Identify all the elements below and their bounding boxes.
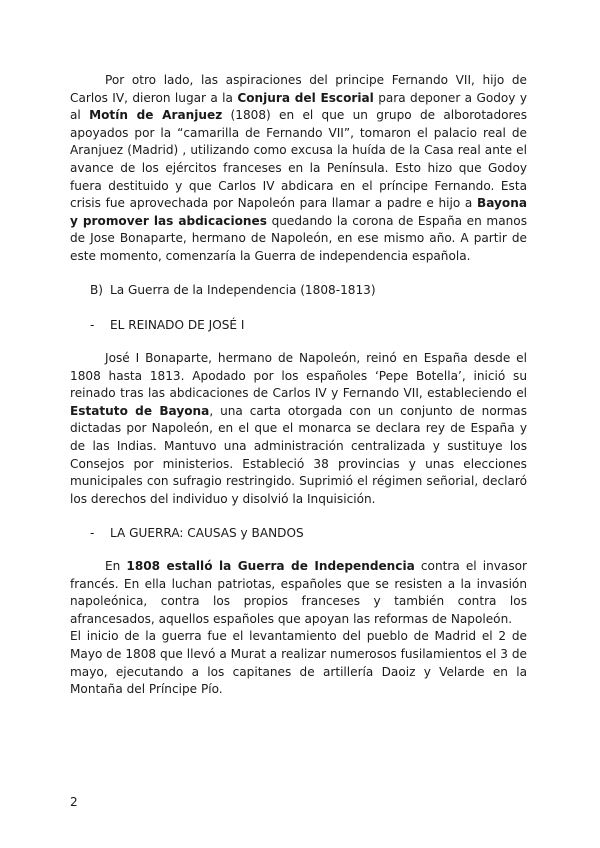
section-heading-b <box>90 282 376 300</box>
subheading-reinado <box>90 317 244 335</box>
paragraph-jose-bonaparte <box>70 350 527 508</box>
bold-term: 1808 estalló la Guerra de Independencia <box>126 559 415 573</box>
text-run: El inicio de la guerra fue el levantamiento del pueblo de Madrid el 2 de Mayo de 1808 que llevó a Murat a realizar numerosos fusilamientos el 3 de mayo, ejecutando a los capitanes de artillería Daoiz y Velarde en la Montaña del Príncipe Pío. <box>70 629 527 697</box>
paragraph-abdications <box>70 72 527 266</box>
text-run: , una carta otorgada con un conjunto de normas dictadas por Napoleón, en el que el monarca se declara rey de España y de las Indias. Mantuvo una administración centralizada y sustituye los Consejos por ministerios. Estableció 38 provincias y unas elecciones municipales con sufragio restringido. Suprimió el régimen señorial, declaró los derechos del individuo y disolvió la Inquisición. <box>70 403 527 506</box>
section-title: La Guerra de la Independencia (1808-1813) <box>110 283 376 297</box>
bold-term: Conjura del Escorial <box>237 90 374 105</box>
paragraph-war-begins <box>70 558 527 699</box>
text-run: (1808) en el que un grupo de alborotadores apoyados por la “camarilla de Fernando VII”, tomaron el palacio real de Aranjuez (Madrid) , utilizando como excusa la huída de la Casa real ante el avance de los ejércitos franceses en la Península. Esto hizo que Godoy fuera destituido y que Carlos IV abdicara en el príncipe Fernando. Esta crisis fue aprovechada por Napoleón para llamar a padre e hijo a <box>70 108 527 211</box>
text-run: para deponer a Godoy y al <box>70 90 527 123</box>
page-number: 2 <box>70 795 78 809</box>
text-run: José I Bonaparte, hermano de Napoleón, reinó en España desde el 1808 hasta 1813. Apodado por los españoles ‘Pepe Botella’, inició su reinado tras las abdicaciones de Carlos IV y Fernando VII, estableciendo el <box>70 351 527 401</box>
subheading-guerra <box>90 525 304 543</box>
subheading-title: LA GUERRA: CAUSAS y BANDOS <box>110 526 304 540</box>
bold-term: Bayona y promover las abdicaciones <box>70 196 527 228</box>
bold-term: Motín de Aranjuez <box>89 108 223 123</box>
dash-marker: - <box>90 526 95 540</box>
subheading-title: EL REINADO DE JOSÉ I <box>110 318 245 332</box>
text-run: contra el invasor francés. En ella luchan patriotas, españoles que se resisten a la invasión napoleónica, contra los propios franceses y también contra los afrancesados, aquellos españoles que apoyan las reformas de Napoleón. <box>70 559 528 626</box>
text-run: quedando la corona de España en manos de Jose Bonaparte, hermano de Napoleón, en ese mismo año. A partir de este momento, comenzaría la Guerra de independencia española. <box>70 213 527 263</box>
section-marker: B) <box>90 283 104 297</box>
dash-marker: - <box>90 318 95 332</box>
text-run: Por otro lado, las aspiraciones del principe Fernando VII, hijo de Carlos IV, dieron lugar a la <box>70 73 527 105</box>
bold-term: Estatuto de Bayona <box>70 403 210 418</box>
text-run: En <box>105 559 127 573</box>
